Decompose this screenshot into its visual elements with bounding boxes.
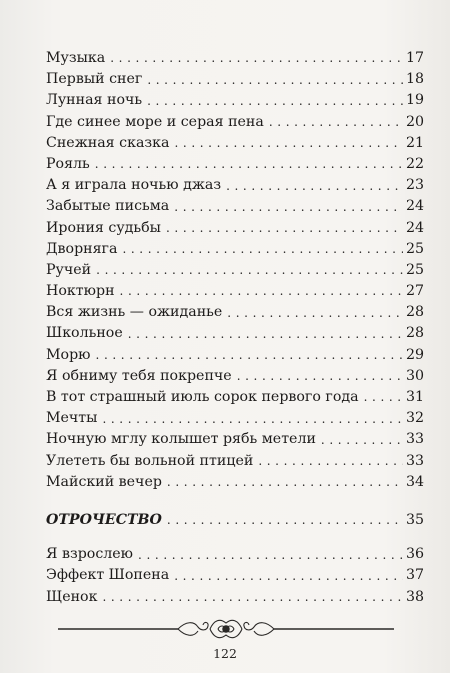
toc-entry xyxy=(46,544,424,565)
toc-entry xyxy=(46,587,424,608)
dot-leader xyxy=(147,95,403,109)
entry-title: Музыка xyxy=(46,50,106,66)
entry-title: Я взрослею xyxy=(46,546,134,563)
entry-page-number: 17 xyxy=(405,50,424,66)
toc-entry xyxy=(46,408,424,429)
entry-title: Дворняга xyxy=(46,240,118,257)
entry-page-number: 25 xyxy=(405,261,424,278)
dot-leader xyxy=(138,549,403,563)
entry-page-number: 24 xyxy=(405,198,424,215)
entry-page-number: 29 xyxy=(405,346,424,363)
entry-page-number: 22 xyxy=(405,155,424,172)
section-spacer-after xyxy=(46,531,424,544)
dot-leader xyxy=(128,328,403,342)
entry-title: Я обниму тебя покрепче xyxy=(46,367,232,384)
toc-entry xyxy=(46,429,424,450)
entry-title: Забытые письма xyxy=(46,198,170,215)
entry-title: Улететь бы вольной птицей xyxy=(46,452,254,469)
entry-title: В тот страшный июль сорок первого года xyxy=(46,389,359,405)
dot-leader xyxy=(120,286,403,300)
entry-page-number: 21 xyxy=(405,134,424,151)
dot-leader xyxy=(167,515,403,529)
decorative-divider-ornament xyxy=(58,615,394,643)
entry-title: Первый снег xyxy=(46,71,143,88)
entry-title: Мечты xyxy=(46,410,98,427)
toc-list-part2 xyxy=(46,544,424,608)
entry-page-number: 33 xyxy=(405,452,424,469)
toc-entry xyxy=(46,345,424,366)
entry-title: Ночную мглу колышет рябь метели xyxy=(46,431,316,448)
toc-entry xyxy=(46,112,424,133)
entry-page-number: 18 xyxy=(405,71,424,88)
entry-title: Майский вечер xyxy=(46,473,162,490)
entry-page-number: 32 xyxy=(405,410,424,427)
toc-entry xyxy=(46,472,424,493)
toc-entry xyxy=(46,90,424,111)
dot-leader xyxy=(227,307,403,321)
entry-page-number: 31 xyxy=(405,389,424,405)
toc-entry xyxy=(46,565,424,586)
entry-page-number: 20 xyxy=(405,113,424,130)
entry-title: Эффект Шопена xyxy=(46,567,170,584)
entry-page-number: 37 xyxy=(405,567,424,584)
toc-entry xyxy=(46,133,424,154)
toc-entry xyxy=(46,366,424,387)
entry-title: Школьное xyxy=(46,325,123,342)
dot-leader xyxy=(95,159,403,173)
entry-page-number: 38 xyxy=(405,588,424,605)
dot-leader xyxy=(167,476,403,490)
dot-leader xyxy=(122,243,402,257)
dot-leader xyxy=(102,591,402,605)
dot-leader xyxy=(96,349,403,363)
entry-page-number: 19 xyxy=(405,92,424,109)
entry-title: Ручей xyxy=(46,261,92,278)
toc-entry xyxy=(46,218,424,239)
toc-section-heading xyxy=(46,510,424,531)
entry-page-number: 28 xyxy=(405,325,424,342)
toc-entry xyxy=(46,196,424,217)
entry-page-number: 23 xyxy=(405,177,424,194)
toc-entry xyxy=(46,281,424,302)
toc-entry xyxy=(46,323,424,344)
dot-leader xyxy=(174,137,402,151)
entry-page-number: 24 xyxy=(405,219,424,236)
toc-entry xyxy=(46,175,424,196)
toc-entry xyxy=(46,451,424,472)
dot-leader xyxy=(258,455,403,469)
dot-leader xyxy=(174,201,403,215)
entry-page-number: 30 xyxy=(405,367,424,384)
dot-leader xyxy=(237,370,403,384)
entry-title: Морю xyxy=(46,346,91,363)
section-page-number: 35 xyxy=(405,511,424,528)
dot-leader xyxy=(321,434,403,448)
entry-title: Ирония судьбы xyxy=(46,219,161,236)
entry-title: Где синее море и серая пена xyxy=(46,113,264,130)
dot-leader xyxy=(166,222,403,236)
toc-entry xyxy=(46,387,424,408)
entry-page-number: 28 xyxy=(405,304,424,321)
entry-title: Вся жизнь — ожиданье xyxy=(46,304,223,321)
dot-leader xyxy=(110,53,403,67)
entry-page-number: 36 xyxy=(405,546,424,563)
entry-title: Лунная ночь xyxy=(46,92,143,109)
toc-entry xyxy=(46,302,424,323)
toc-list-part1 xyxy=(46,48,424,493)
toc-entry xyxy=(46,48,424,69)
dot-leader xyxy=(147,74,403,88)
toc-entry xyxy=(46,239,424,260)
entry-page-number: 34 xyxy=(405,473,424,490)
entry-title: А я играла ночью джаз xyxy=(46,177,222,194)
entry-title: Ноктюрн xyxy=(46,283,115,300)
dot-leader xyxy=(226,180,403,194)
dot-leader xyxy=(96,264,403,278)
entry-title: Рояль xyxy=(46,155,90,172)
toc-entry xyxy=(46,260,424,281)
page-number-folio: 122 xyxy=(213,646,237,661)
toc-entry xyxy=(46,154,424,175)
entry-title: Щенок xyxy=(46,588,98,605)
entry-page-number: 25 xyxy=(405,240,424,257)
dot-leader xyxy=(174,570,403,584)
section-spacer xyxy=(46,493,424,510)
dot-leader xyxy=(269,116,403,130)
dot-leader xyxy=(102,413,402,427)
entry-title: Снежная сказка xyxy=(46,134,170,151)
section-title: ОТРОЧЕСТВО xyxy=(46,511,162,528)
dot-leader xyxy=(364,392,403,406)
toc-entry xyxy=(46,69,424,90)
entry-page-number: 33 xyxy=(405,431,424,448)
table-of-contents xyxy=(46,48,424,608)
entry-page-number: 27 xyxy=(405,283,424,300)
